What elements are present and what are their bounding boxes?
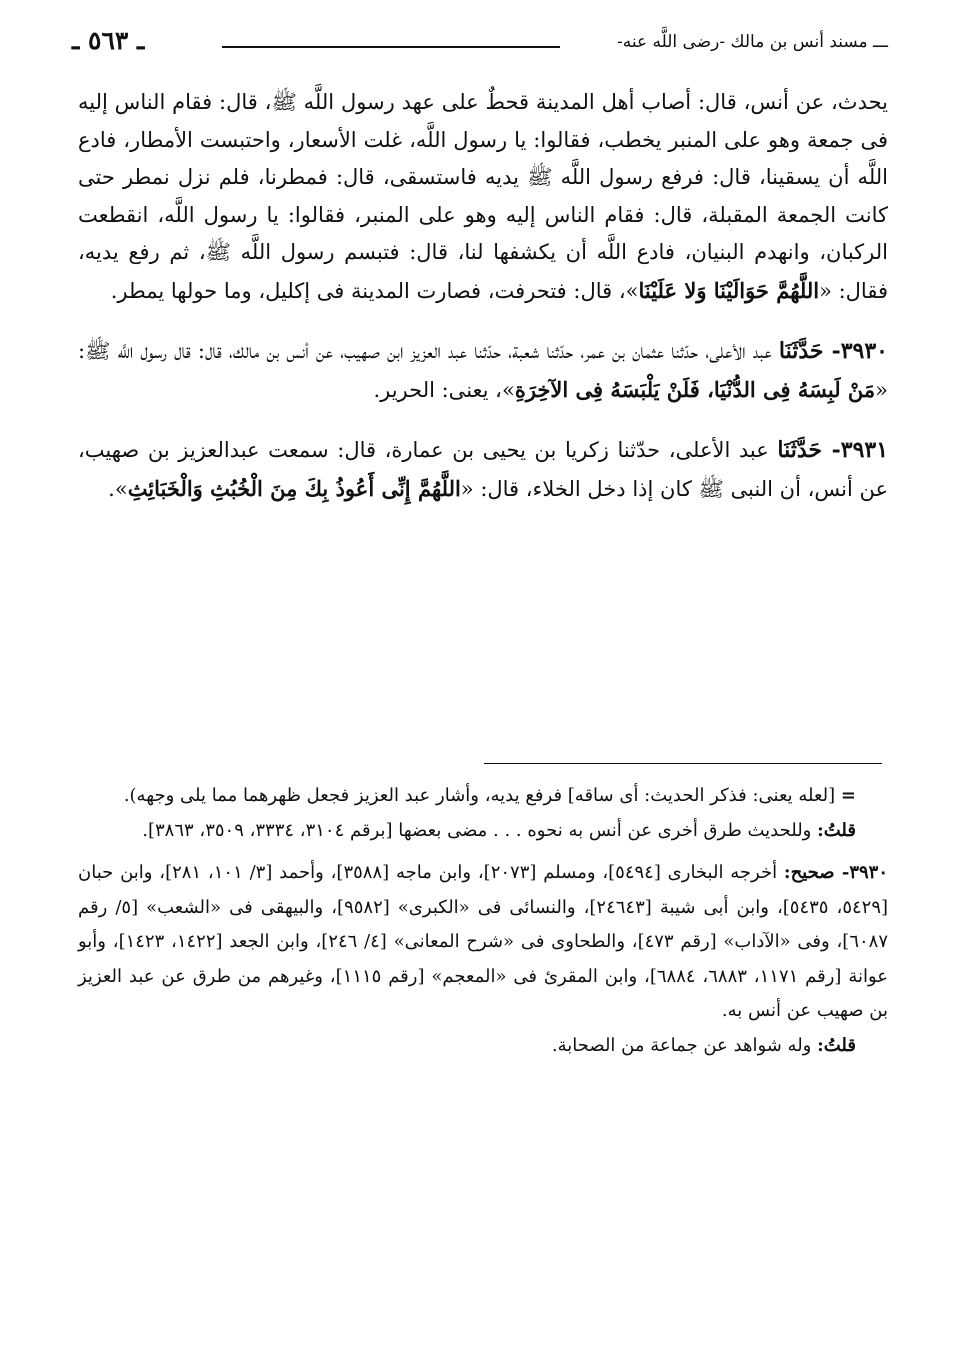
prophetic-quote: مَنْ لَبِسَهُ فِى الدُّنْيَا، فَلَنْ يَلْبَسَهُ فِى الآخِرَةِ xyxy=(514,376,876,402)
footnote-3930: ٣٩٣٠- صحيح: أخرجه البخارى [٥٤٩٤]، ومسلم [٢٠٧٣]، وابن ماجه [٣٥٨٨]، وأحمد [٣/ ١٠١، ٢٨١]، وابن حبان [٥٤٢٩، ٥٤٣٥]، وابن أبى شيبة [٢٤٦٤٣]، والنسائى فى «الكبرى» [٩٥٨٢]، والبيهقى فى «الشعب» [٥/ رقم ٦٠٨٧]، وفى «الآداب» [رقم ٤٧٣]، والطحاوى فى «شرح المعانى» [٤/ ٢٤٦]، وابن الجعد [١٤٢٢، ١٤٢٣]، وأبو عوانة [رقم ١١٧١، ٦٨٨٣، ٦٨٨٤]، وابن المقرئ فى «المعجم» [رقم ١١١٥]، وغيرهم من طرق عن عبد العزيز بن صهيب عن أنس به. xyxy=(78,862,889,1021)
hadith-number: ٣٩٣٠- حَدَّثَنَا xyxy=(778,338,888,364)
hadith-number: ٣٩٣١- حَدَّثَنَا xyxy=(777,437,889,463)
footnote-continuation: = [لعله يعنى: فذكر الحديث: أى ساقه] فرفع يديه، وأشار عبد العزيز فجعل ظهرهما مما يلى وجهه). xyxy=(123,785,856,806)
page-number: ـ ٥٦٣ ـ xyxy=(72,26,145,55)
running-title: ـــ مسند أنس بن مالك -رضى اللَّه عنه- xyxy=(616,32,888,52)
hadith-continuation: يحدث، عن أنس، قال: أصاب أهل المدينة قحطٌ على عهد رسول اللَّه ﷺ، قال: فقام الناس إليه فى جمعة وهو على المنبر يخطب، فقالوا: يا رسول اللَّه، غلت الأسعار، واحتبست الأمطار، فادع اللَّه أن يسقينا، قال: فرفع رسول اللَّه ﷺ يديه فاستسقى، قال: فمطرنا، فلم نزل نمطر حتى كانت الجمعة المقبلة، قال: فقام الناس إليه وهو على المنبر، فقالوا: يا رسول اللَّه، انقطعت الركبان، وانهدم البنيان، فادع اللَّه أن يكشفها لنا، قال: فتبسم رسول اللَّه ﷺ، ثم رفع يديه، فقال: «اللَّهُمَّ حَوَالَيْنَا وَلا عَلَيْنَا»، قال: فتحرفت، فصارت المدينة فى إكليل، وما حولها يمطر. xyxy=(78,90,888,303)
footnote-note: قلتُ: وللحديث طرق أخرى عن أنس به نحوه . . . مضى بعضها [برقم ٣١٠٤، ٣٣٣٤، ٣٥٠٩، ٣٨٦٣]. xyxy=(142,819,856,841)
dua-quote: اللَّهُمَّ إِنِّى أَعُوذُ بِكَ مِنَ الْخُبُثِ وَالْخَبَائِثِ xyxy=(127,475,461,501)
footnote-note: قلتُ: وله شواهد عن جماعة من الصحابة. xyxy=(551,1034,856,1056)
hadith-3931: ٣٩٣١- حَدَّثَنَا عبد الأعلى، حدّثنا زكريا بن يحيى بن عمارة، قال: سمعت عبدالعزيز بن صهيب، عن أنس، أن النبى ﷺ كان إذا دخل الخلاء، قال: «اللَّهُمَّ إِنِّى أَعُوذُ بِكَ مِنَ الْخُبُثِ وَالْخَبَائِثِ». xyxy=(78,437,889,501)
main-text xyxy=(78,84,888,508)
footnotes xyxy=(78,779,888,1063)
hadith-3930: ٣٩٣٠- حَدَّثَنَا عبد الأعلى، حدّثنا عثمان بن عمر، حدّثنا شعبة، حدّثنا عبد العزيز ابن صهيب، عن أنس بن مالك، قال: قال رسول اللَّه ﷺ: «مَنْ لَبِسَهُ فِى الدُّنْيَا، فَلَنْ يَلْبَسَهُ فِى الآخِرَةِ»، يعنى: الحرير. xyxy=(78,338,888,402)
header-rule xyxy=(222,46,560,48)
footnote-separator xyxy=(484,763,882,764)
dua-quote: اللَّهُمَّ حَوَالَيْنَا وَلا عَلَيْنَا xyxy=(638,277,820,303)
page-header xyxy=(72,26,888,66)
